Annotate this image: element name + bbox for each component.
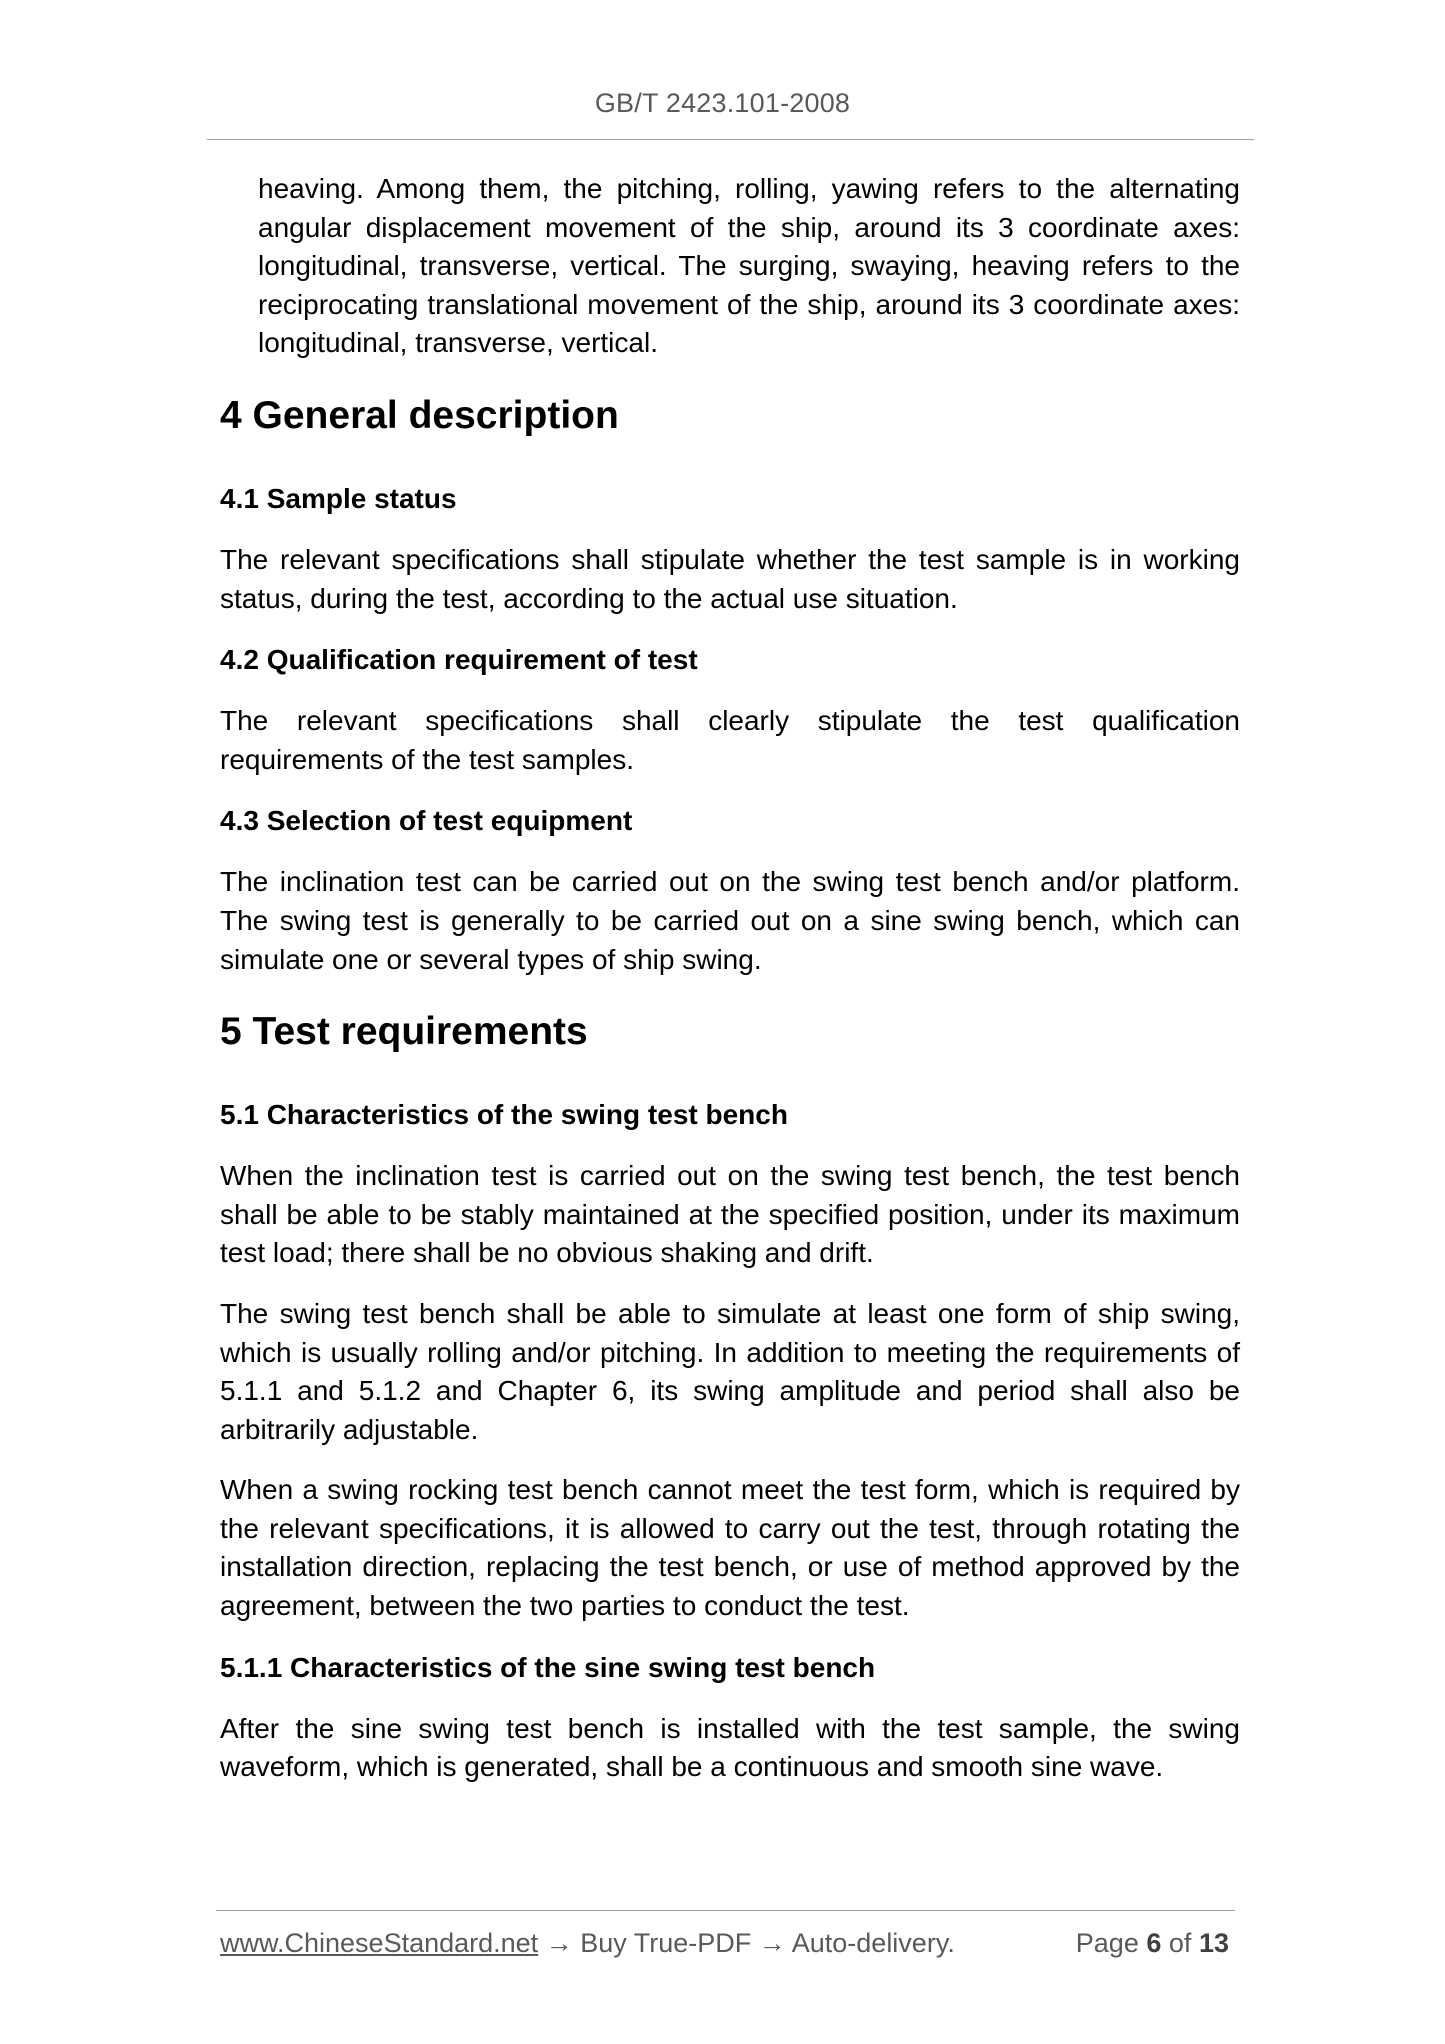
section-4-3-heading: 4.3 Selection of test equipment [220,805,633,837]
page-indicator [1076,1928,1229,1959]
site-link[interactable]: www.ChineseStandard.net [220,1928,539,1958]
section-4-2-text: The relevant specifications shall clearly stipulate the test qualification requirements of the test samples. [220,705,1240,775]
section-5-1-1-text: After the sine swing test bench is installed with the test sample, the swing waveform, which is generated, shall be a continuous and smooth sine wave. [220,1712,1240,1783]
page-current: 6 [1146,1928,1162,1958]
page-word: Page [1075,1928,1139,1958]
section-5-1-heading: 5.1 Characteristics of the swing test bench [220,1099,788,1131]
footer-tagline: → Buy True-PDF → Auto-delivery. [538,1928,955,1958]
page-content [220,170,1240,1809]
page-header: GB/T 2423.101-2008 [594,88,851,118]
section-4-1-heading: 4.1 Sample status [220,482,457,514]
of-word: of [1168,1928,1192,1958]
section-4-1-text: The relevant specifications shall stipulate whether the test sample is in working status, during the test, according to the actual use situation. [220,543,1240,614]
section-4-3-text: The inclination test can be carried out on the swing test bench and/or platform. The swing test is generally to be carried out on a sine swing bench, which can simulate one or several types of ship swing. [220,866,1240,975]
section-5-1-paragraph-1: When the inclination test is carried out on the swing test bench, the test bench shall be able to be stably maintained at the specified position, under its maximum test load; there shall be no obvious shaking and drift. [220,1160,1240,1269]
section-5-1-1-heading: 5.1.1 Characteristics of the sine swing test bench [220,1651,876,1683]
section-4-2-heading: 4.2 Qualification requirement of test [220,644,698,676]
header-divider [207,139,1254,140]
intro-paragraph: heaving. Among them, the pitching, rolling, yawing refers to the alternating angular displacement movement of the ship, around its 3 coordinate axes: longitudinal, transverse, vertical. The surging, swaying, heaving refers to the reciprocating translational movement of the ship, around its 3 coordinate axes: longitudinal, transverse, vertical. [258,173,1240,359]
page-footer [220,1928,1235,1959]
section-5-1-paragraph-3: When a swing rocking test bench cannot meet the test form, which is required by the relevant specifications, it is allowed to carry out the test, through rotating the installation direction, replacing the test bench, or use of method approved by the agreement, between the two parties to conduct the test. [220,1474,1240,1622]
section-4-heading: 4 General description [220,393,619,437]
footer-divider [216,1910,1235,1911]
section-5-heading: 5 Test requirements [220,1010,588,1054]
page-total: 13 [1198,1928,1229,1958]
section-5-1-paragraph-2: The swing test bench shall be able to simulate at least one form of ship swing, which is usually rolling and/or pitching. In addition to meeting the requirements of 5.1.1 and 5.1.2 and Chapter 6, its swing amplitude and period shall also be arbitrarily adjustable. [220,1297,1240,1445]
